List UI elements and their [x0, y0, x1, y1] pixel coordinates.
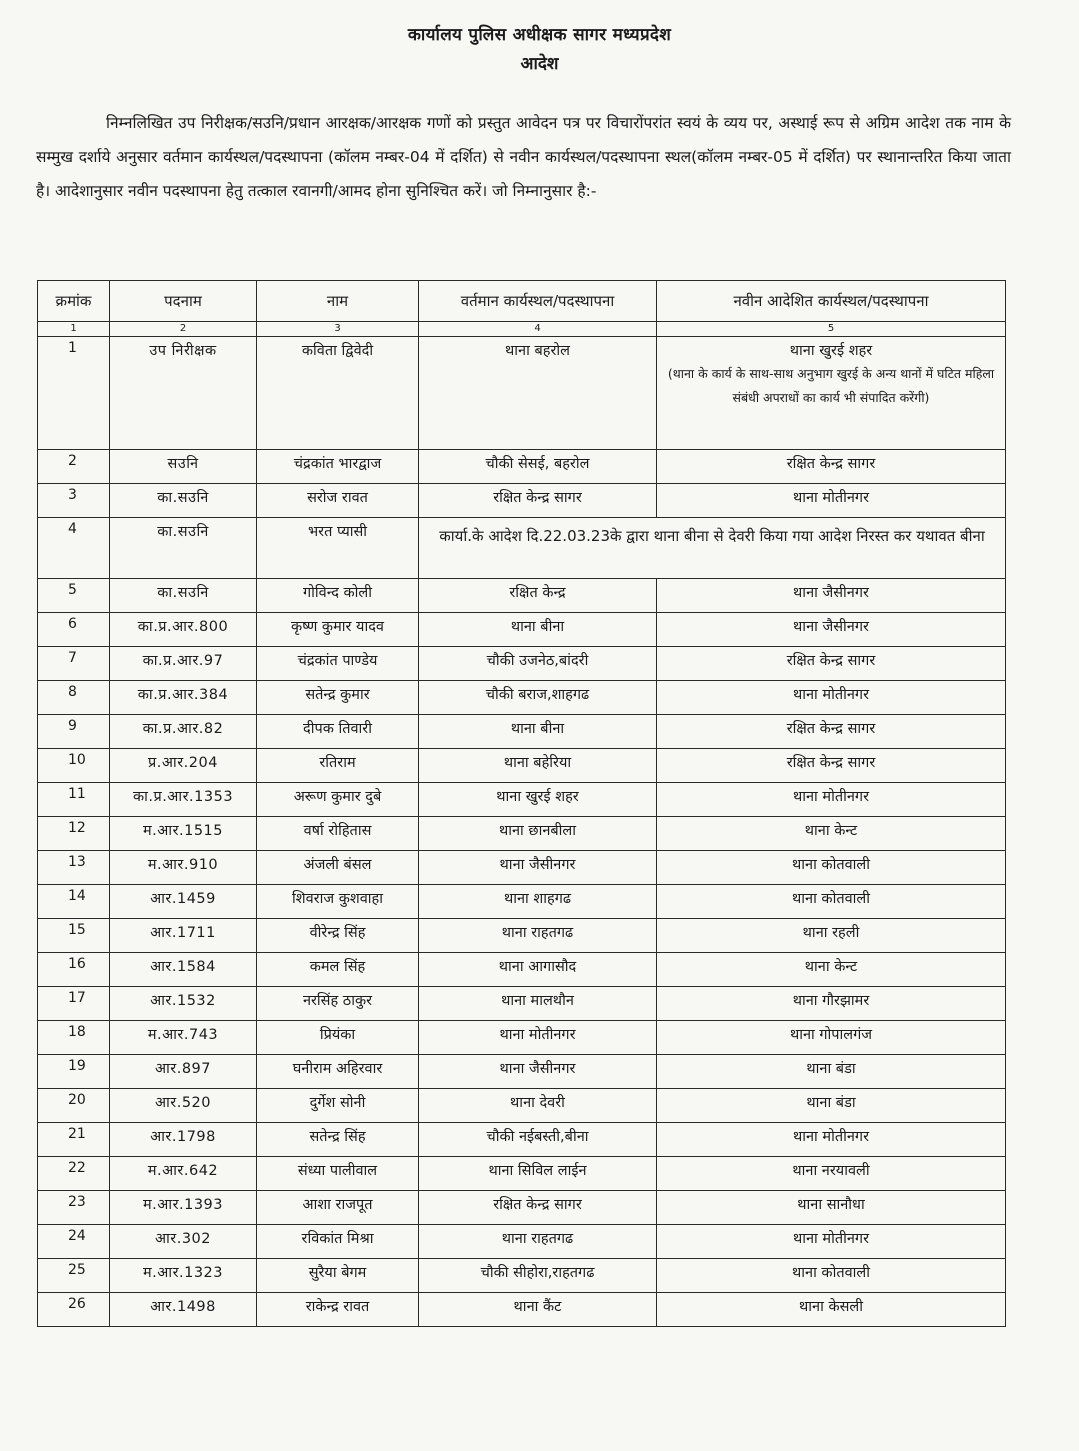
current-posting-cell: थाना जैसीनगर [419, 851, 657, 885]
rank-cell: का.प्र.आर.800 [110, 613, 257, 647]
posting-note: (थाना के कार्य के साथ-साथ अनुभाग खुरई के अन्य थानों में घटित महिला संबंधी अपराधों का कार्य भी संपादित करेंगी) [667, 366, 995, 405]
new-posting-cell: थाना जैसीनगर [657, 579, 1006, 613]
header-current-posting: वर्तमान कार्यस्थल/पदस्थापना [419, 281, 657, 322]
current-posting-cell: रक्षित केन्द्र सागर [419, 484, 657, 518]
rank-cell: का.प्र.आर.82 [110, 715, 257, 749]
new-posting-text: थाना खुरई शहर [789, 343, 873, 359]
new-posting-cell: रक्षित केन्द्र सागर [657, 749, 1006, 783]
new-posting-cell: थाना मोतीनगर [657, 783, 1006, 817]
table-row [38, 1225, 1006, 1259]
rank-cell: का.प्र.आर.97 [110, 647, 257, 681]
name-cell: अरूण कुमार दुबे [257, 783, 419, 817]
table-row [38, 783, 1006, 817]
serial-cell: 7 [38, 647, 110, 681]
new-posting-cell: थाना गौरझामर [657, 987, 1006, 1021]
current-posting-cell: थाना बीना [419, 715, 657, 749]
table-row [38, 579, 1006, 613]
new-posting-cell: थाना केन्ट [657, 953, 1006, 987]
serial-cell: 23 [38, 1191, 110, 1225]
current-posting-cell: चौकी सीहोरा,राहतगढ [419, 1259, 657, 1293]
name-cell: नरसिंह ठाकुर [257, 987, 419, 1021]
new-posting-cell: थाना कोतवाली [657, 885, 1006, 919]
serial-cell: 4 [38, 518, 110, 579]
rank-cell: उप निरीक्षक [110, 337, 257, 450]
rank-cell: का.सउनि [110, 579, 257, 613]
rank-cell: म.आर.642 [110, 1157, 257, 1191]
table-row [38, 518, 1006, 579]
name-cell: चंद्रकांत भारद्वाज [257, 450, 419, 484]
new-posting-cell: थाना केसली [657, 1293, 1006, 1327]
new-posting-cell: रक्षित केन्द्र सागर [657, 715, 1006, 749]
new-posting-cell: थाना बंडा [657, 1089, 1006, 1123]
rank-cell: का.प्र.आर.1353 [110, 783, 257, 817]
rank-cell: आर.1798 [110, 1123, 257, 1157]
current-posting-cell: चौकी सेसई, बहरोल [419, 450, 657, 484]
serial-cell: 5 [38, 579, 110, 613]
rank-cell: का.सउनि [110, 518, 257, 579]
header-new-posting: नवीन आदेशित कार्यस्थल/पदस्थापना [657, 281, 1006, 322]
rank-cell: म.आर.1323 [110, 1259, 257, 1293]
table-row [38, 647, 1006, 681]
name-cell: कमल सिंह [257, 953, 419, 987]
serial-cell: 19 [38, 1055, 110, 1089]
serial-cell: 14 [38, 885, 110, 919]
column-number: 2 [110, 322, 257, 337]
rank-cell: आर.1532 [110, 987, 257, 1021]
header-serial: क्रमांक [38, 281, 110, 322]
document-header [0, 22, 1079, 74]
serial-cell: 9 [38, 715, 110, 749]
current-posting-cell: थाना सिविल लाईन [419, 1157, 657, 1191]
rank-cell: म.आर.910 [110, 851, 257, 885]
new-posting-cell: थाना जैसीनगर [657, 613, 1006, 647]
current-posting-cell: थाना बहरोल [419, 337, 657, 450]
serial-cell: 12 [38, 817, 110, 851]
table-row [38, 450, 1006, 484]
rank-cell: म.आर.743 [110, 1021, 257, 1055]
current-posting-cell: थाना राहतगढ [419, 1225, 657, 1259]
table-row [38, 613, 1006, 647]
serial-cell: 18 [38, 1021, 110, 1055]
column-number: 5 [657, 322, 1006, 337]
serial-cell: 8 [38, 681, 110, 715]
current-posting-cell: चौकी बराज,शाहगढ [419, 681, 657, 715]
current-posting-cell: चौकी नईबस्ती,बीना [419, 1123, 657, 1157]
order-title: आदेश [520, 54, 559, 74]
name-cell: प्रियंका [257, 1021, 419, 1055]
table-row [38, 851, 1006, 885]
serial-cell: 15 [38, 919, 110, 953]
rank-cell: आर.1459 [110, 885, 257, 919]
name-cell: घनीराम अहिरवार [257, 1055, 419, 1089]
serial-cell: 13 [38, 851, 110, 885]
column-number: 1 [38, 322, 110, 337]
serial-cell: 17 [38, 987, 110, 1021]
rank-cell: म.आर.1515 [110, 817, 257, 851]
serial-cell: 10 [38, 749, 110, 783]
name-cell: रतिराम [257, 749, 419, 783]
serial-cell: 24 [38, 1225, 110, 1259]
rank-cell: का.सउनि [110, 484, 257, 518]
current-posting-cell: थाना बहेरिया [419, 749, 657, 783]
name-cell: शिवराज कुशवाहा [257, 885, 419, 919]
current-posting-cell: थाना खुरई शहर [419, 783, 657, 817]
table-row [38, 1021, 1006, 1055]
rank-cell: आर.520 [110, 1089, 257, 1123]
current-posting-cell: थाना शाहगढ [419, 885, 657, 919]
serial-cell: 2 [38, 450, 110, 484]
header-rank: पदनाम [110, 281, 257, 322]
office-title: कार्यालय पुलिस अधीक्षक सागर मध्यप्रदेश [407, 25, 672, 45]
rank-cell: सउनि [110, 450, 257, 484]
name-cell: वीरेन्द्र सिंह [257, 919, 419, 953]
table-row [38, 987, 1006, 1021]
rank-cell: आर.1498 [110, 1293, 257, 1327]
current-posting-cell: थाना छानबीला [419, 817, 657, 851]
name-cell: वर्षा रोहितास [257, 817, 419, 851]
new-posting-cell: थाना रहली [657, 919, 1006, 953]
serial-cell: 11 [38, 783, 110, 817]
table-row [38, 681, 1006, 715]
serial-cell: 16 [38, 953, 110, 987]
new-posting-cell: थाना मोतीनगर [657, 484, 1006, 518]
intro-paragraph: निम्नलिखित उप निरीक्षक/सउनि/प्रधान आरक्षक/आरक्षक गणों को प्रस्तुत आवेदन पत्र पर विचारोंपरांत स्वयं के व्यय पर, अस्थाई रूप से अग्रिम आदेश तक नाम के सम्मुख दर्शाये अनुसार वर्तमान कार्यस्थल/पदस्थापना (कॉलम नम्बर-04 में दर्शित) से नवीन कार्यस्थल/पदस्थापना स्थल(कॉलम नम्बर-05 में दर्शित) पर स्थानान्तरित किया जाता है। आदेशानुसार नवीन पदस्थापना हेतु तत्काल रवानगी/आमद होना सुनिश्चित करें। जो निम्नानुसार है:- [36, 114, 1011, 200]
current-posting-cell: थाना राहतगढ [419, 919, 657, 953]
serial-cell: 3 [38, 484, 110, 518]
name-cell: सतेन्द्र कुमार [257, 681, 419, 715]
table-row [38, 484, 1006, 518]
new-posting-cell: रक्षित केन्द्र सागर [657, 647, 1006, 681]
name-cell: भरत प्यासी [257, 518, 419, 579]
new-posting-cell: थाना कोतवाली [657, 851, 1006, 885]
column-number: 3 [257, 322, 419, 337]
name-cell: अंजली बंसल [257, 851, 419, 885]
rank-cell: आर.1711 [110, 919, 257, 953]
table-row [38, 817, 1006, 851]
new-posting-cell: थाना मोतीनगर [657, 1123, 1006, 1157]
table-row [38, 885, 1006, 919]
name-cell: सतेन्द्र सिंह [257, 1123, 419, 1157]
name-cell: सरोज रावत [257, 484, 419, 518]
new-posting-cell [657, 337, 1006, 450]
table-row [38, 1293, 1006, 1327]
table-row [38, 715, 1006, 749]
current-posting-cell: चौकी उजनेठ,बांदरी [419, 647, 657, 681]
current-posting-cell: थाना देवरी [419, 1089, 657, 1123]
table-row [38, 337, 1006, 450]
table-row [38, 749, 1006, 783]
new-posting-cell: थाना बंडा [657, 1055, 1006, 1089]
name-cell: कृष्ण कुमार यादव [257, 613, 419, 647]
name-cell: रविकांत मिश्रा [257, 1225, 419, 1259]
transfer-table [37, 280, 1006, 1327]
table-row [38, 1259, 1006, 1293]
serial-cell: 21 [38, 1123, 110, 1157]
name-cell: आशा राजपूत [257, 1191, 419, 1225]
new-posting-cell: थाना सानौधा [657, 1191, 1006, 1225]
table-row [38, 1191, 1006, 1225]
current-posting-cell: रक्षित केन्द्र [419, 579, 657, 613]
current-posting-cell: थाना बीना [419, 613, 657, 647]
new-posting-cell: थाना मोतीनगर [657, 1225, 1006, 1259]
name-cell: संध्या पालीवाल [257, 1157, 419, 1191]
table-row [38, 919, 1006, 953]
serial-cell: 6 [38, 613, 110, 647]
rank-cell: आर.1584 [110, 953, 257, 987]
name-cell: गोविन्द कोली [257, 579, 419, 613]
new-posting-cell: थाना नरयावली [657, 1157, 1006, 1191]
name-cell: सुरैया बेगम [257, 1259, 419, 1293]
rank-cell: म.आर.1393 [110, 1191, 257, 1225]
new-posting-cell: थाना कोतवाली [657, 1259, 1006, 1293]
name-cell: दुर्गेश सोनी [257, 1089, 419, 1123]
serial-cell: 20 [38, 1089, 110, 1123]
current-posting-cell: थाना मालथौन [419, 987, 657, 1021]
table-row [38, 1157, 1006, 1191]
table-row [38, 1123, 1006, 1157]
current-posting-cell: थाना जैसीनगर [419, 1055, 657, 1089]
new-posting-cell: थाना केन्ट [657, 817, 1006, 851]
rank-cell: आर.897 [110, 1055, 257, 1089]
new-posting-cell: रक्षित केन्द्र सागर [657, 450, 1006, 484]
new-posting-cell: थाना गोपालगंज [657, 1021, 1006, 1055]
table-row [38, 1055, 1006, 1089]
current-posting-cell: थाना मोतीनगर [419, 1021, 657, 1055]
column-number: 4 [419, 322, 657, 337]
header-name: नाम [257, 281, 419, 322]
serial-cell: 22 [38, 1157, 110, 1191]
table-row [38, 1089, 1006, 1123]
name-cell: चंद्रकांत पाण्डेय [257, 647, 419, 681]
table-row [38, 953, 1006, 987]
serial-cell: 25 [38, 1259, 110, 1293]
rank-cell: आर.302 [110, 1225, 257, 1259]
current-posting-cell: रक्षित केन्द्र सागर [419, 1191, 657, 1225]
rank-cell: का.प्र.आर.384 [110, 681, 257, 715]
new-posting-cell: थाना मोतीनगर [657, 681, 1006, 715]
column-number-row [38, 322, 1006, 337]
current-posting-cell: थाना कैंट [419, 1293, 657, 1327]
name-cell: दीपक तिवारी [257, 715, 419, 749]
merged-order-note-cell: कार्या.के आदेश दि.22.03.23के द्वारा थाना बीना से देवरी किया गया आदेश निरस्त कर यथावत बीना [419, 518, 1006, 579]
current-posting-cell: थाना आगासौद [419, 953, 657, 987]
table-header-row [38, 281, 1006, 322]
name-cell: कविता द्विवेदी [257, 337, 419, 450]
rank-cell: प्र.आर.204 [110, 749, 257, 783]
serial-cell: 26 [38, 1293, 110, 1327]
name-cell: राकेन्द्र रावत [257, 1293, 419, 1327]
serial-cell: 1 [38, 337, 110, 450]
